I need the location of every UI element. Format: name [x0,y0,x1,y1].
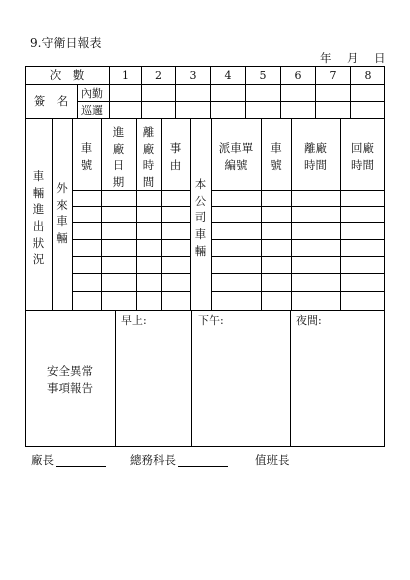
factory-chief-signature-line[interactable] [56,466,106,467]
sign-row-internal: 內勤 [81,87,103,100]
column-number: 3 [189,69,197,82]
general-chief-label: 總務科長 [130,453,176,467]
col-reason: 事 由 [169,141,182,172]
outside-vehicle-label: 外 來 車 輛 [56,181,68,246]
col-exit-time: 離 廠 時 間 [142,125,155,190]
form-title: 9.守衛日報表 [30,36,102,50]
night-label: 夜間: [296,314,322,327]
safety-report-label: 安全異常 事項報告 [47,364,93,395]
count-label: 次 數 [49,68,85,82]
col-return-time: 回廠 時間 [351,141,374,172]
vehicle-section-label: 車 輛 進 出 狀 況 [32,169,45,267]
sign-row-patrol: 巡邏 [81,104,103,117]
col-departure-time: 離廠 時間 [304,141,327,172]
column-number: 6 [294,69,302,82]
on-duty-chief-label: 值班長 [255,453,290,467]
afternoon-label: 下午: [198,314,224,327]
company-vehicle-label: 本 公 司 車 輛 [194,177,207,258]
sign-label: 簽 名 [33,94,69,108]
col-entry-date: 進 廠 日 期 [112,125,125,190]
column-number: 7 [329,69,337,82]
column-number: 1 [122,69,129,82]
column-number: 2 [155,69,162,82]
col-company-car-number: 車 號 [270,141,282,172]
general-chief-signature-line[interactable] [178,466,228,467]
factory-chief-label: 廠長 [31,453,54,467]
column-number: 5 [259,69,267,82]
morning-label: 早上: [121,314,147,327]
column-number: 4 [224,69,232,82]
col-car-number: 車 號 [80,141,93,172]
date-header: 年 月 日 [320,51,388,65]
column-number: 8 [364,69,372,82]
col-dispatch-number: 派車單 編號 [218,141,254,172]
